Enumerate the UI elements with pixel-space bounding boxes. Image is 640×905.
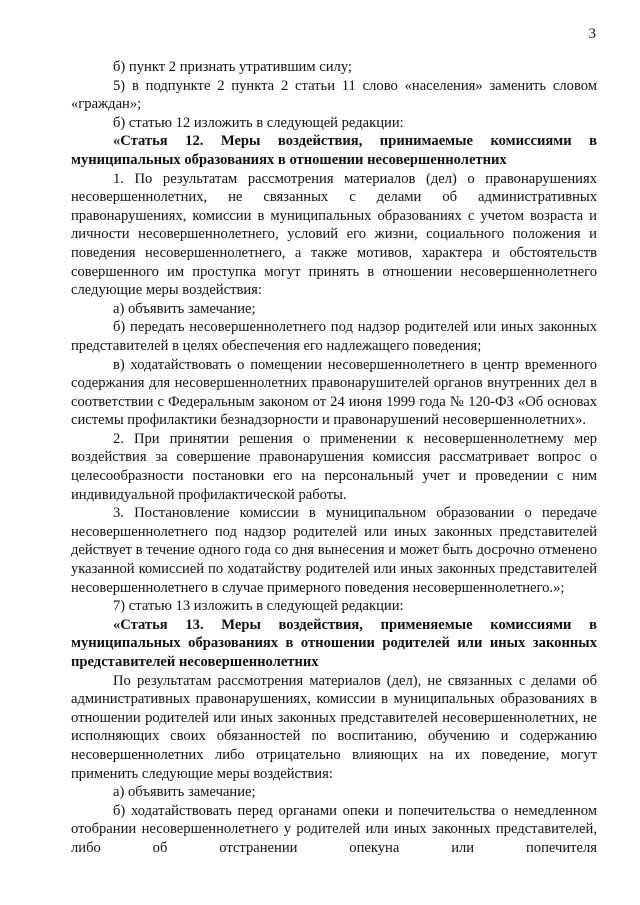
paragraph: б) статью 12 изложить в следующей редакции: <box>113 114 404 131</box>
list-item: б) ходатайствовать перед органами опеки и попечительства о немедленном отобрании несовершеннолетнего у родителей или иных законных представителей, либо об отстранении опекуна или попечителя <box>71 802 597 856</box>
paragraph: 5) в подпункте 2 пункта 2 статьи 11 слово «населения» заменить словом «граждан»; <box>71 77 597 113</box>
paragraph: б) пункт 2 признать утратившим силу; <box>113 59 352 75</box>
paragraph: 1. По результатам рассмотрения материалов (дел) о правонарушениях несовершеннолетних, не связанных с делами об административных правонарушениях, комиссии в муниципальных образованиях с учетом возраста и личности несовершеннолетнего, условий его жизни, социального положения и поведения несовершеннолетнего, а также мотивов, характера и обстоятельств совершенного им проступка могут принять в отношении несовершеннолетнего следующие меры воздействия: <box>71 170 597 299</box>
paragraph: 2. При принятии решения о применении к несовершеннолетнему мер воздействия за совершение правонарушения комиссия рассматривает вопрос о целесообразности постановки его на персональный учет и проведении с ним индивидуальной профилактической работы. <box>71 430 597 503</box>
list-item: а) объявить замечание; <box>113 784 256 801</box>
paragraph: По результатам рассмотрения материалов (дел), не связанных с делами об административных правонарушениях, комиссии в муниципальных образованиях в отношении родителей или иных законных представителей несовершеннолетних, не исполняющих своих обязанностей по воспитанию, обучению и содержанию несовершеннолетних либо отрицательно влияющих на их поведение, могут применить следующие меры воздействия: <box>71 672 597 782</box>
list-item: в) ходатайствовать о помещении несовершеннолетнего в центр временного содержания для несовершеннолетних правонарушителей органов внутренних дел в соответствии с Федеральным законом от 24 июня 1999 года № 120-ФЗ «Об основах системы профилактики безнадзорности и правонарушений несовершеннолетних». <box>71 356 597 429</box>
paragraph: 7) статью 13 изложить в следующей редакции: <box>113 598 404 615</box>
document-body <box>71 58 597 858</box>
list-item: б) передать несовершеннолетнего под надзор родителей или иных законных представителей в целях обеспечения его надлежащего поведения; <box>71 319 597 354</box>
article-heading: «Статья 13. Меры воздействия, применяемые комиссиями в муниципальных образованиях в отношении родителей или иных законных представителей несовершеннолетних <box>71 616 597 670</box>
article-heading: «Статья 12. Меры воздействия, принимаемые комиссиями в муниципальных образованиях в отношении несовершеннолетних <box>71 133 597 168</box>
paragraph: 3. Постановление комиссии в муниципальном образовании о передаче несовершеннолетнего под надзор родителей или иных законных представителей действует в течение одного года со дня вынесения и может быть досрочно отменено указанной комиссией по ходатайству родителей или иных законных представителей несовершеннолетнего в случае примерного поведения несовершеннолетнего.»; <box>71 505 597 596</box>
page-number: 3 <box>588 26 596 42</box>
list-item: а) объявить замечание; <box>113 300 256 317</box>
